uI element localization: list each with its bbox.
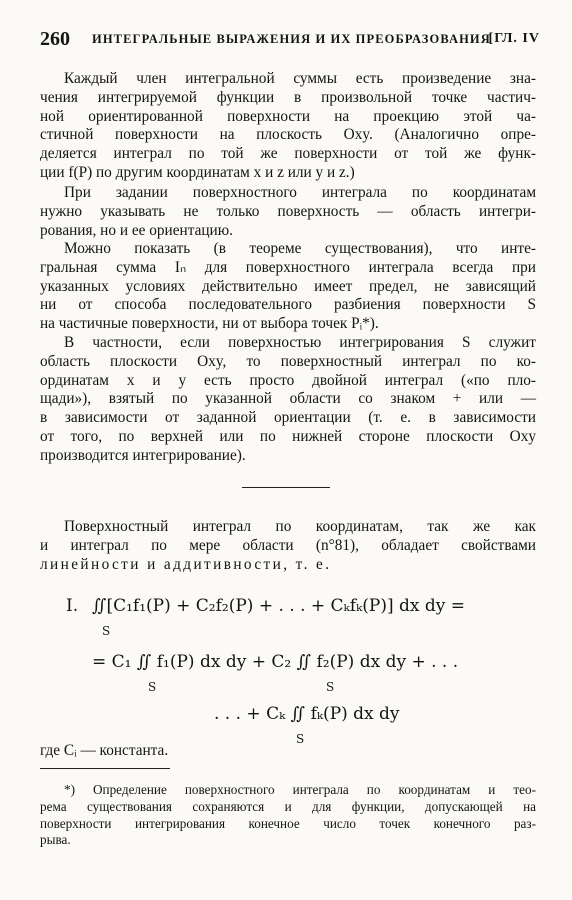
text-line: линейности и аддитивности, т. е. (40, 555, 332, 573)
footnote-line: рыва. (40, 832, 71, 848)
formula-subscript: S (326, 680, 335, 694)
formula-subscript: S (102, 624, 111, 638)
text-line: и интеграл по мере области (n°81), обладает свойствами (40, 536, 536, 554)
formula-subscript: S (296, 732, 305, 746)
text-line: В частности, если поверхностью интегрирования S служит (64, 334, 536, 351)
text-line: При задании поверхностного интеграла по координатам (64, 184, 536, 201)
paragraph-4 (40, 334, 536, 466)
footnote-line: поверхности интегрирования конечное число точек конечного раз- (40, 815, 536, 831)
text-line: стичной поверхности на плоскость Oxy. (Аналогично опре- (40, 126, 536, 144)
running-title: ИНТЕГРАЛЬНЫЕ ВЫРАЖЕНИЯ И ИХ ПРЕОБРАЗОВАНИЯ (92, 32, 491, 46)
text-line: Можно показать (в теореме существования), что инте- (64, 240, 536, 257)
chapter-marker: [ГЛ. IV (488, 31, 540, 46)
text-line: деляется интеграл по той же поверхности от той же функ- (40, 145, 536, 163)
text-line: нужно указывать не только поверхность — область интегри- (40, 202, 536, 220)
after-formula-text (40, 742, 536, 761)
text-line: щади»), взятый по указанной области со знаком + или — (40, 390, 536, 408)
text-line: на частичные поверхности, ни от выбора точек Pᵢ*). (40, 315, 379, 333)
footnote-line: рема существования сохраняются и для функции, допускающей на (40, 798, 536, 814)
paragraph-1 (40, 70, 536, 183)
text-line: Каждый член интегральной суммы есть произведение зна- (64, 70, 536, 87)
text-line: область плоскости Oxy, то поверхностный интеграл по ко- (40, 352, 536, 370)
running-header (40, 28, 540, 52)
formula-line-3: . . . + Cₖ ∬ fₖ(P) dx dy (214, 704, 400, 724)
text-line: производится интегрирование). (40, 446, 246, 464)
text-line: указанных условиях действительно имеет предел, не зависящий (40, 277, 536, 295)
text-line: где Cᵢ — константа. (40, 742, 169, 759)
text-line: ни от способа последовательного разбиения поверхности S (40, 296, 536, 314)
text-line: ной ориентированной поверхности на проекцию этой ча- (40, 107, 536, 125)
paragraph-2 (40, 184, 536, 240)
text-line: Поверхностный интеграл по координатам, так же как (64, 518, 536, 535)
formula-line-2: = C₁ ∬ f₁(P) dx dy + C₂ ∬ f₂(P) dx dy + . . . (92, 652, 459, 672)
footnote (40, 782, 536, 849)
section-divider (242, 487, 330, 488)
text-line: от того, по верхней или по нижней стороне плоскости Oxy (40, 427, 536, 445)
text-line: чения интегрируемой функции в произвольной точке частич- (40, 88, 536, 106)
text-line: в зависимости от заданной ориентации (т. е. в зависимости (40, 409, 536, 427)
formula-subscript: S (148, 680, 157, 694)
footnote-line: *) Определение поверхностного интеграла по координатам и тео- (64, 782, 536, 797)
text-line: гральная сумма Iₙ для поверхностного интеграла всегда при (40, 258, 536, 276)
formula-line-1: ∬[C₁f₁(P) + C₂f₂(P) + . . . + Cₖfₖ(P)] dx dy = (92, 596, 465, 616)
paragraph-5 (40, 518, 536, 574)
paragraph-3 (40, 240, 536, 334)
text-line: ции f(P) по другим координатам x и z или y и z.) (40, 163, 355, 181)
footnote-rule (40, 768, 170, 769)
text-line: рования, но и ее ориентацию. (40, 221, 233, 239)
formula-label: I. (66, 596, 79, 616)
text-line: ординатам x и y есть просто двойной интеграл («по пло- (40, 371, 536, 389)
page-number: 260 (40, 28, 70, 50)
